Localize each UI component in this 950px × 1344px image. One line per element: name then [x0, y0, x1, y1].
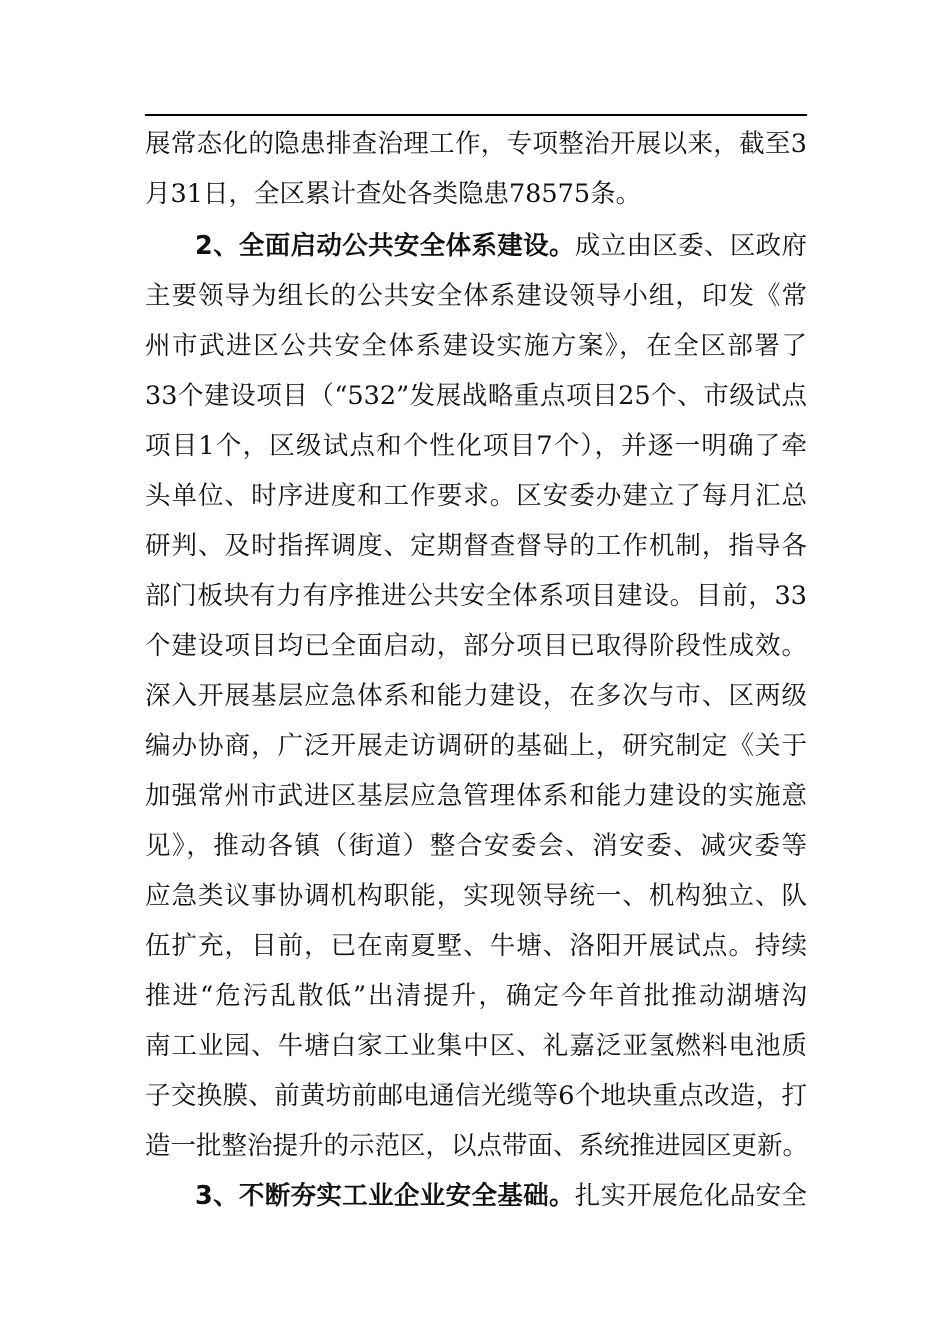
text-line-5: 州市武进区公共安全体系建设实施方案》，在全区部署了 [145, 331, 807, 361]
text-line-18: 推进“危污乱散低”出清提升，确定今年首批推动湖塘沟 [145, 981, 807, 1011]
section-2-heading: 2、全面启动公共安全体系建设。 [195, 231, 575, 261]
text-line-14: 加强常州市武进区基层应急管理体系和能力建设的实施意 [145, 781, 807, 811]
text-line-10: 部门板块有力有序推进公共安全体系项目建设。目前，33 [145, 581, 807, 611]
text-line-17: 伍扩充，目前，已在南夏墅、牛塘、洛阳开展试点。持续 [145, 931, 807, 961]
section-3-heading: 3、不断夯实工业企业安全基础。 [195, 1181, 575, 1211]
section-2-first-line [195, 226, 807, 266]
section-3-first-line [195, 1176, 807, 1216]
header-rule [145, 114, 807, 116]
text-line-15: 见》，推动各镇（街道）整合安委会、消安委、减灾委等 [145, 831, 807, 861]
text-line-9: 研判、及时指挥调度、定期督查督导的工作机制，指导各 [145, 531, 807, 561]
text-line-8: 头单位、时序进度和工作要求。区安委办建立了每月汇总 [145, 481, 807, 511]
text-line-11: 个建设项目均已全面启动，部分项目已取得阶段性成效。 [145, 631, 807, 661]
text-line-13: 编办协商，广泛开展走访调研的基础上，研究制定《关于 [145, 731, 807, 761]
section-3-lead-text: 扎实开展危化品安全 [574, 1181, 807, 1211]
section-2-lead-text: 成立由区委、区政府 [574, 231, 807, 261]
text-line-19: 南工业园、牛塘白家工业集中区、礼嘉泛亚氢燃料电池质 [145, 1031, 807, 1061]
text-line-16: 应急类议事协调机构职能，实现领导统一、机构独立、队 [145, 881, 807, 911]
text-line-12: 深入开展基层应急体系和能力建设，在多次与市、区两级 [145, 681, 807, 711]
text-line-6: 33个建设项目（“532”发展战略重点项目25个、市级试点 [145, 381, 807, 411]
text-line-20: 子交换膜、前黄坊前邮电通信光缆等6个地块重点改造，打 [145, 1081, 807, 1111]
text-line-4: 主要领导为组长的公共安全体系建设领导小组，印发《常 [145, 281, 807, 311]
text-line-21: 造一批整治提升的示范区，以点带面、系统推进园区更新。 [145, 1131, 809, 1161]
text-line-1: 展常态化的隐患排查治理工作，专项整治开展以来，截至3 [145, 129, 807, 159]
text-line-2: 月31日，全区累计查处各类隐患78575条。 [145, 179, 642, 209]
text-line-7: 项目1个，区级试点和个性化项目7个），并逐一明确了牵 [145, 431, 807, 461]
